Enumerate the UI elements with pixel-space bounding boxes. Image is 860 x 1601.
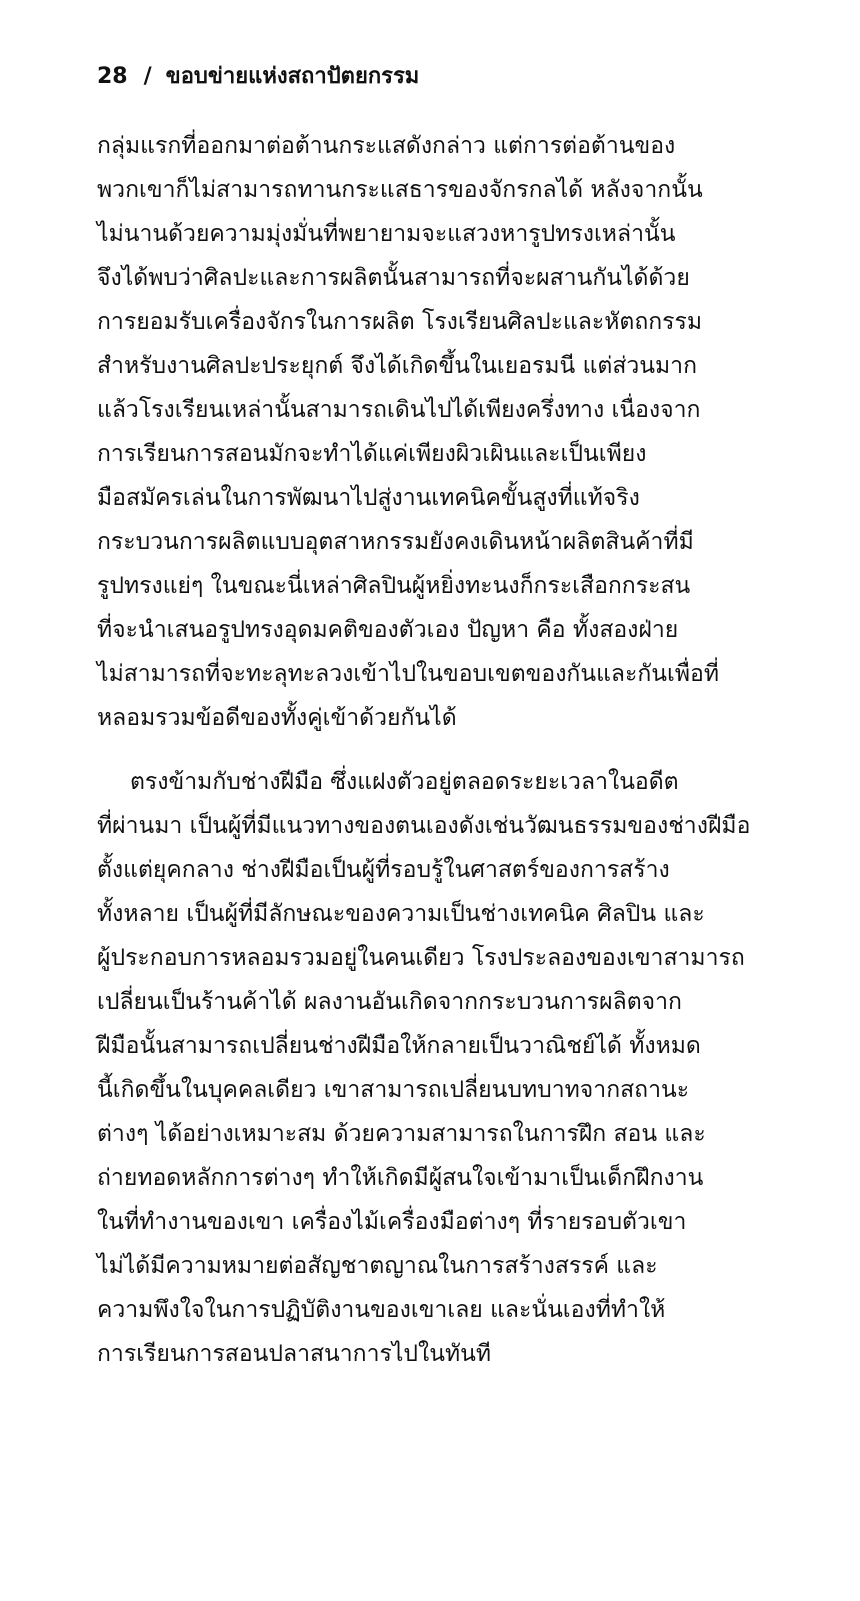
text-line: ฝีมือนั้นสามารถเปลี่ยนช่างฝีมือให้กลายเป็นวาณิชย์ได้ ทั้งหมด	[97, 1033, 701, 1059]
running-header	[97, 60, 419, 94]
text-line: กระบวนการผลิตแบบอุตสาหกรรมยังคงเดินหน้าผลิตสินค้าที่มี	[97, 529, 694, 555]
text-line: ไม่สามารถที่จะทะลุทะลวงเข้าไปในขอบเขตของกันและกันเพื่อที่	[97, 661, 719, 687]
text-line: รูปทรงแย่ๆ ในขณะนี่เหล่าศิลปินผู้หยิ่งทะนงก็กระเสือกกระสน	[97, 573, 691, 599]
text-line: ตรงข้ามกับช่างฝีมือ ซึ่งแฝงตัวอยู่ตลอดระยะเวลาในอดีต	[130, 769, 679, 795]
text-line: จึงได้พบว่าศิลปะและการผลิตนั้นสามารถที่จะผสานกันได้ด้วย	[97, 265, 690, 291]
book-title: ขอบข่ายแห่งสถาปัตยกรรม	[165, 64, 420, 89]
text-line: การเรียนการสอนมักจะทำได้แค่เพียงผิวเผินและเป็นเพียง	[97, 441, 647, 467]
text-line: หลอมรวมข้อดีของทั้งคู่เข้าด้วยกันได้	[97, 705, 457, 731]
text-line: มือสมัครเล่นในการพัฒนาไปสู่งานเทคนิคขั้นสูงที่แท้จริง	[97, 485, 640, 511]
text-line: ที่จะนำเสนอรูปทรงอุดมคติของตัวเอง ปัญหา คือ ทั้งสองฝ่าย	[97, 617, 679, 643]
text-line: ที่ผ่านมา เป็นผู้ที่มีแนวทางของตนเองดังเช่นวัฒนธรรมของช่างฝีมือ	[97, 813, 751, 839]
paragraph-1	[97, 124, 752, 740]
text-line: นี้เกิดขึ้นในบุคคลเดียว เขาสามารถเปลี่ยนบทบาทจากสถานะ	[97, 1077, 690, 1103]
text-line: สำหรับงานศิลปะประยุกต์ จึงได้เกิดขึ้นในเยอรมนี แต่ส่วนมาก	[97, 353, 698, 379]
text-line: ไม่ได้มีความหมายต่อสัญชาตญาณในการสร้างสรรค์ และ	[97, 1253, 658, 1279]
text-line: ตั้งแต่ยุคกลาง ช่างฝีมือเป็นผู้ที่รอบรู้ในศาสตร์ของการสร้าง	[97, 857, 670, 883]
text-line: แล้วโรงเรียนเหล่านั้นสามารถเดินไปได้เพียงครึ่งทาง เนื่องจาก	[97, 397, 701, 423]
text-line: ถ่ายทอดหลักการต่างๆ ทำให้เกิดมีผู้สนใจเข้ามาเป็นเด็กฝึกงาน	[97, 1165, 704, 1191]
text-line: ผู้ประกอบการหลอมรวมอยู่ในคนเดียว โรงประลองของเขาสามารถ	[97, 945, 745, 971]
body-text	[97, 124, 752, 1376]
text-line: พวกเขาก็ไม่สามารถทานกระแสธารของจักรกลได้ หลังจากนั้น	[97, 177, 703, 203]
text-line: การเรียนการสอนปลาสนาการไปในทันที	[97, 1341, 492, 1367]
text-line: ต่างๆ ได้อย่างเหมาะสม ด้วยความสามารถในการฝึก สอน และ	[97, 1121, 706, 1147]
text-line: การยอมรับเครื่องจักรในการผลิต โรงเรียนศิลปะและหัตถกรรม	[97, 309, 703, 335]
text-line: ความพึงใจในการปฏิบัติงานของเขาเลย และนั่นเองที่ทำให้	[97, 1297, 666, 1323]
text-line: กลุ่มแรกที่ออกมาต่อต้านกระแสดังกล่าว แต่การต่อต้านของ	[97, 133, 676, 159]
paragraph-2	[97, 760, 752, 1376]
header-separator: /	[143, 64, 152, 89]
text-line: เปลี่ยนเป็นร้านค้าได้ ผลงานอันเกิดจากกระบวนการผลิตจาก	[97, 989, 682, 1015]
page-number: 28	[97, 64, 128, 89]
text-line: ไม่นานด้วยความมุ่งมั่นที่พยายามจะแสวงหารูปทรงเหล่านั้น	[97, 221, 676, 247]
text-line: ในที่ทำงานของเขา เครื่องไม้เครื่องมือต่างๆ ที่รายรอบตัวเขา	[97, 1209, 687, 1235]
text-line: ทั้งหลาย เป็นผู้ที่มีลักษณะของความเป็นช่างเทคนิค ศิลปิน และ	[97, 901, 705, 927]
